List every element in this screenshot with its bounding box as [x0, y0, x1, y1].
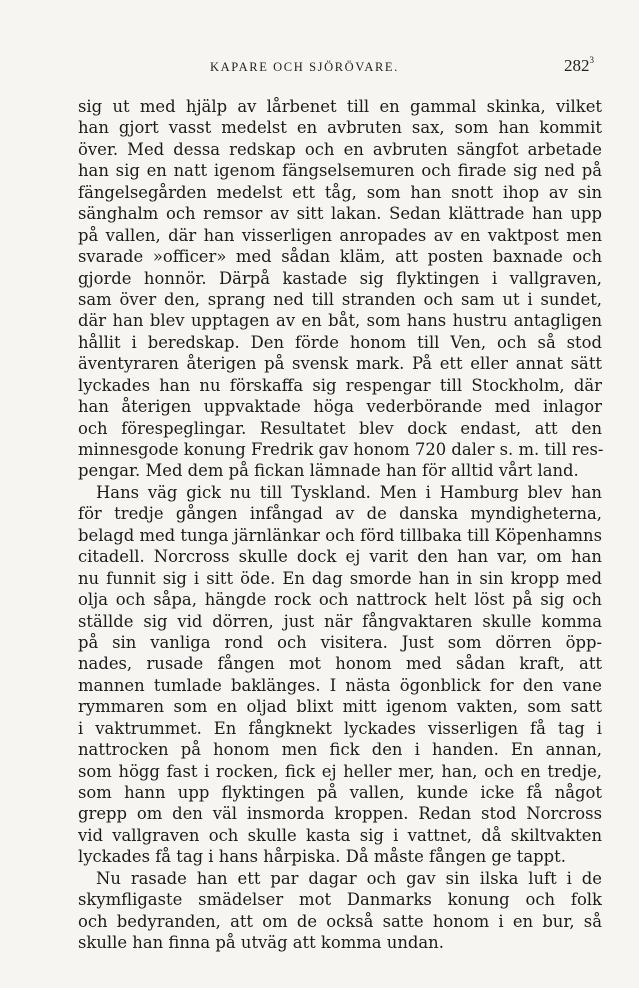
text-line: rymmaren som en oljad blixt mitt igenom vakten, som satt: [78, 697, 602, 717]
text-line: skulle han finna på utväg att komma undan.: [78, 933, 444, 953]
text-line: lyckades få tag i hans hårpiska. Då måste fången ge tappt.: [78, 847, 566, 867]
text-line: olja och såpa, hängde rock och nattrock helt löst på sig och: [78, 590, 602, 610]
text-line: nades, rusade fången mot honom med sådan kraft, att: [78, 654, 602, 674]
text-line: äventyraren återigen på svensk mark. På ett eller annat sätt: [78, 354, 602, 374]
text-line: minnesgode konung Fredrik gav honom 720 daler s. m. till res-: [78, 440, 604, 459]
text-line: och förespeglingar. Resultatet blev dock endast, att den: [78, 418, 602, 438]
page-number-superscript: 3: [589, 55, 594, 65]
text-line: Nu rasade han ett par dagar och gav sin ilska luft i de: [96, 868, 602, 888]
text-line: Hans väg gick nu till Tyskland. Men i Hamburg blev han: [96, 482, 602, 502]
text-line: han återigen uppvaktade höga vederbörande med inlagor: [78, 397, 602, 417]
text-line: citadell. Norcross skulle dock ej varit den han var, om han: [78, 547, 602, 567]
text-line: han gjort vasst medelst en avbruten sax, som han kommit: [78, 118, 602, 138]
text-line: pengar. Med dem på fickan lämnade han för alltid vårt land.: [78, 461, 579, 481]
text-line: nattrocken på honom men fick den i handen. En annan,: [78, 740, 602, 760]
text-line: grepp om den väl insmorda kroppen. Redan stod Norcross: [78, 804, 602, 824]
text-line: gjorde honnör. Därpå kastade sig flyktingen i vallgraven,: [78, 268, 602, 288]
text-line: i vaktrummet. En fångknekt lyckades visserligen få tag i: [78, 718, 602, 738]
text-line: nu funnit sig i sitt öde. En dag smorde han in sin kropp med: [78, 568, 602, 588]
text-line: skymfligaste smädelser mot Danmarks konung och folk: [78, 890, 602, 910]
text-line: vid vallgraven och skulle kasta sig i vattnet, då skiltvakten: [78, 825, 602, 845]
page-number: [564, 56, 594, 76]
text-line: han sig en natt igenom fängselsemuren och firade sig ned på: [78, 161, 602, 181]
page-number-main: 282: [564, 56, 590, 75]
text-line: på sin vanliga rond och visitera. Just som dörren öpp-: [78, 632, 602, 652]
page-header: [78, 56, 600, 80]
text-line: fängelsegården medelst ett tåg, som han snott ihop av sin: [78, 182, 602, 202]
text-line: hållit i beredskap. Den förde honom till Ven, och så stod: [78, 332, 602, 352]
text-line: mannen tumlade baklänges. I nästa ögonblick for den vane: [78, 675, 602, 695]
text-line: svarade »officer» med sådan kläm, att posten baxnade och: [78, 247, 602, 267]
text-line: för tredje gången infångad av de danska myndigheterna,: [78, 504, 602, 524]
text-line: sam över den, sprang ned till stranden och sam ut i sundet,: [78, 289, 602, 309]
text-line: ställde sig vid dörren, just när fångvaktaren skulle komma: [78, 611, 602, 631]
text-line: där han blev upptagen av en båt, som hans hustru antagligen: [78, 311, 602, 331]
running-title: KAPARE OCH SJÖRÖVARE.: [210, 60, 399, 74]
text-line: belagd med tunga järnlänkar och förd tillbaka till Köpenhamns: [78, 525, 602, 545]
text-line: sig ut med hjälp av lårbenet till en gammal skinka, vilket: [78, 97, 602, 116]
body-text: [78, 96, 602, 954]
text-line: lyckades han nu förskaffa sig respengar till Stockholm, där: [78, 375, 602, 395]
text-line: på vallen, där han visserligen anropades av en vaktpost men: [78, 225, 602, 245]
text-line: som hann upp flyktingen på vallen, kunde icke få något: [78, 783, 602, 802]
text-line: sänghalm och remsor av sitt lakan. Sedan klättrade han upp: [78, 204, 602, 224]
text-line: och bedyranden, att om de också satte honom i en bur, så: [78, 911, 602, 931]
text-line: som högg fast i rocken, fick ej heller mer, han, och en tredje,: [78, 761, 602, 781]
text-line: över. Med dessa redskap och en avbruten sängfot arbetade: [78, 139, 602, 159]
